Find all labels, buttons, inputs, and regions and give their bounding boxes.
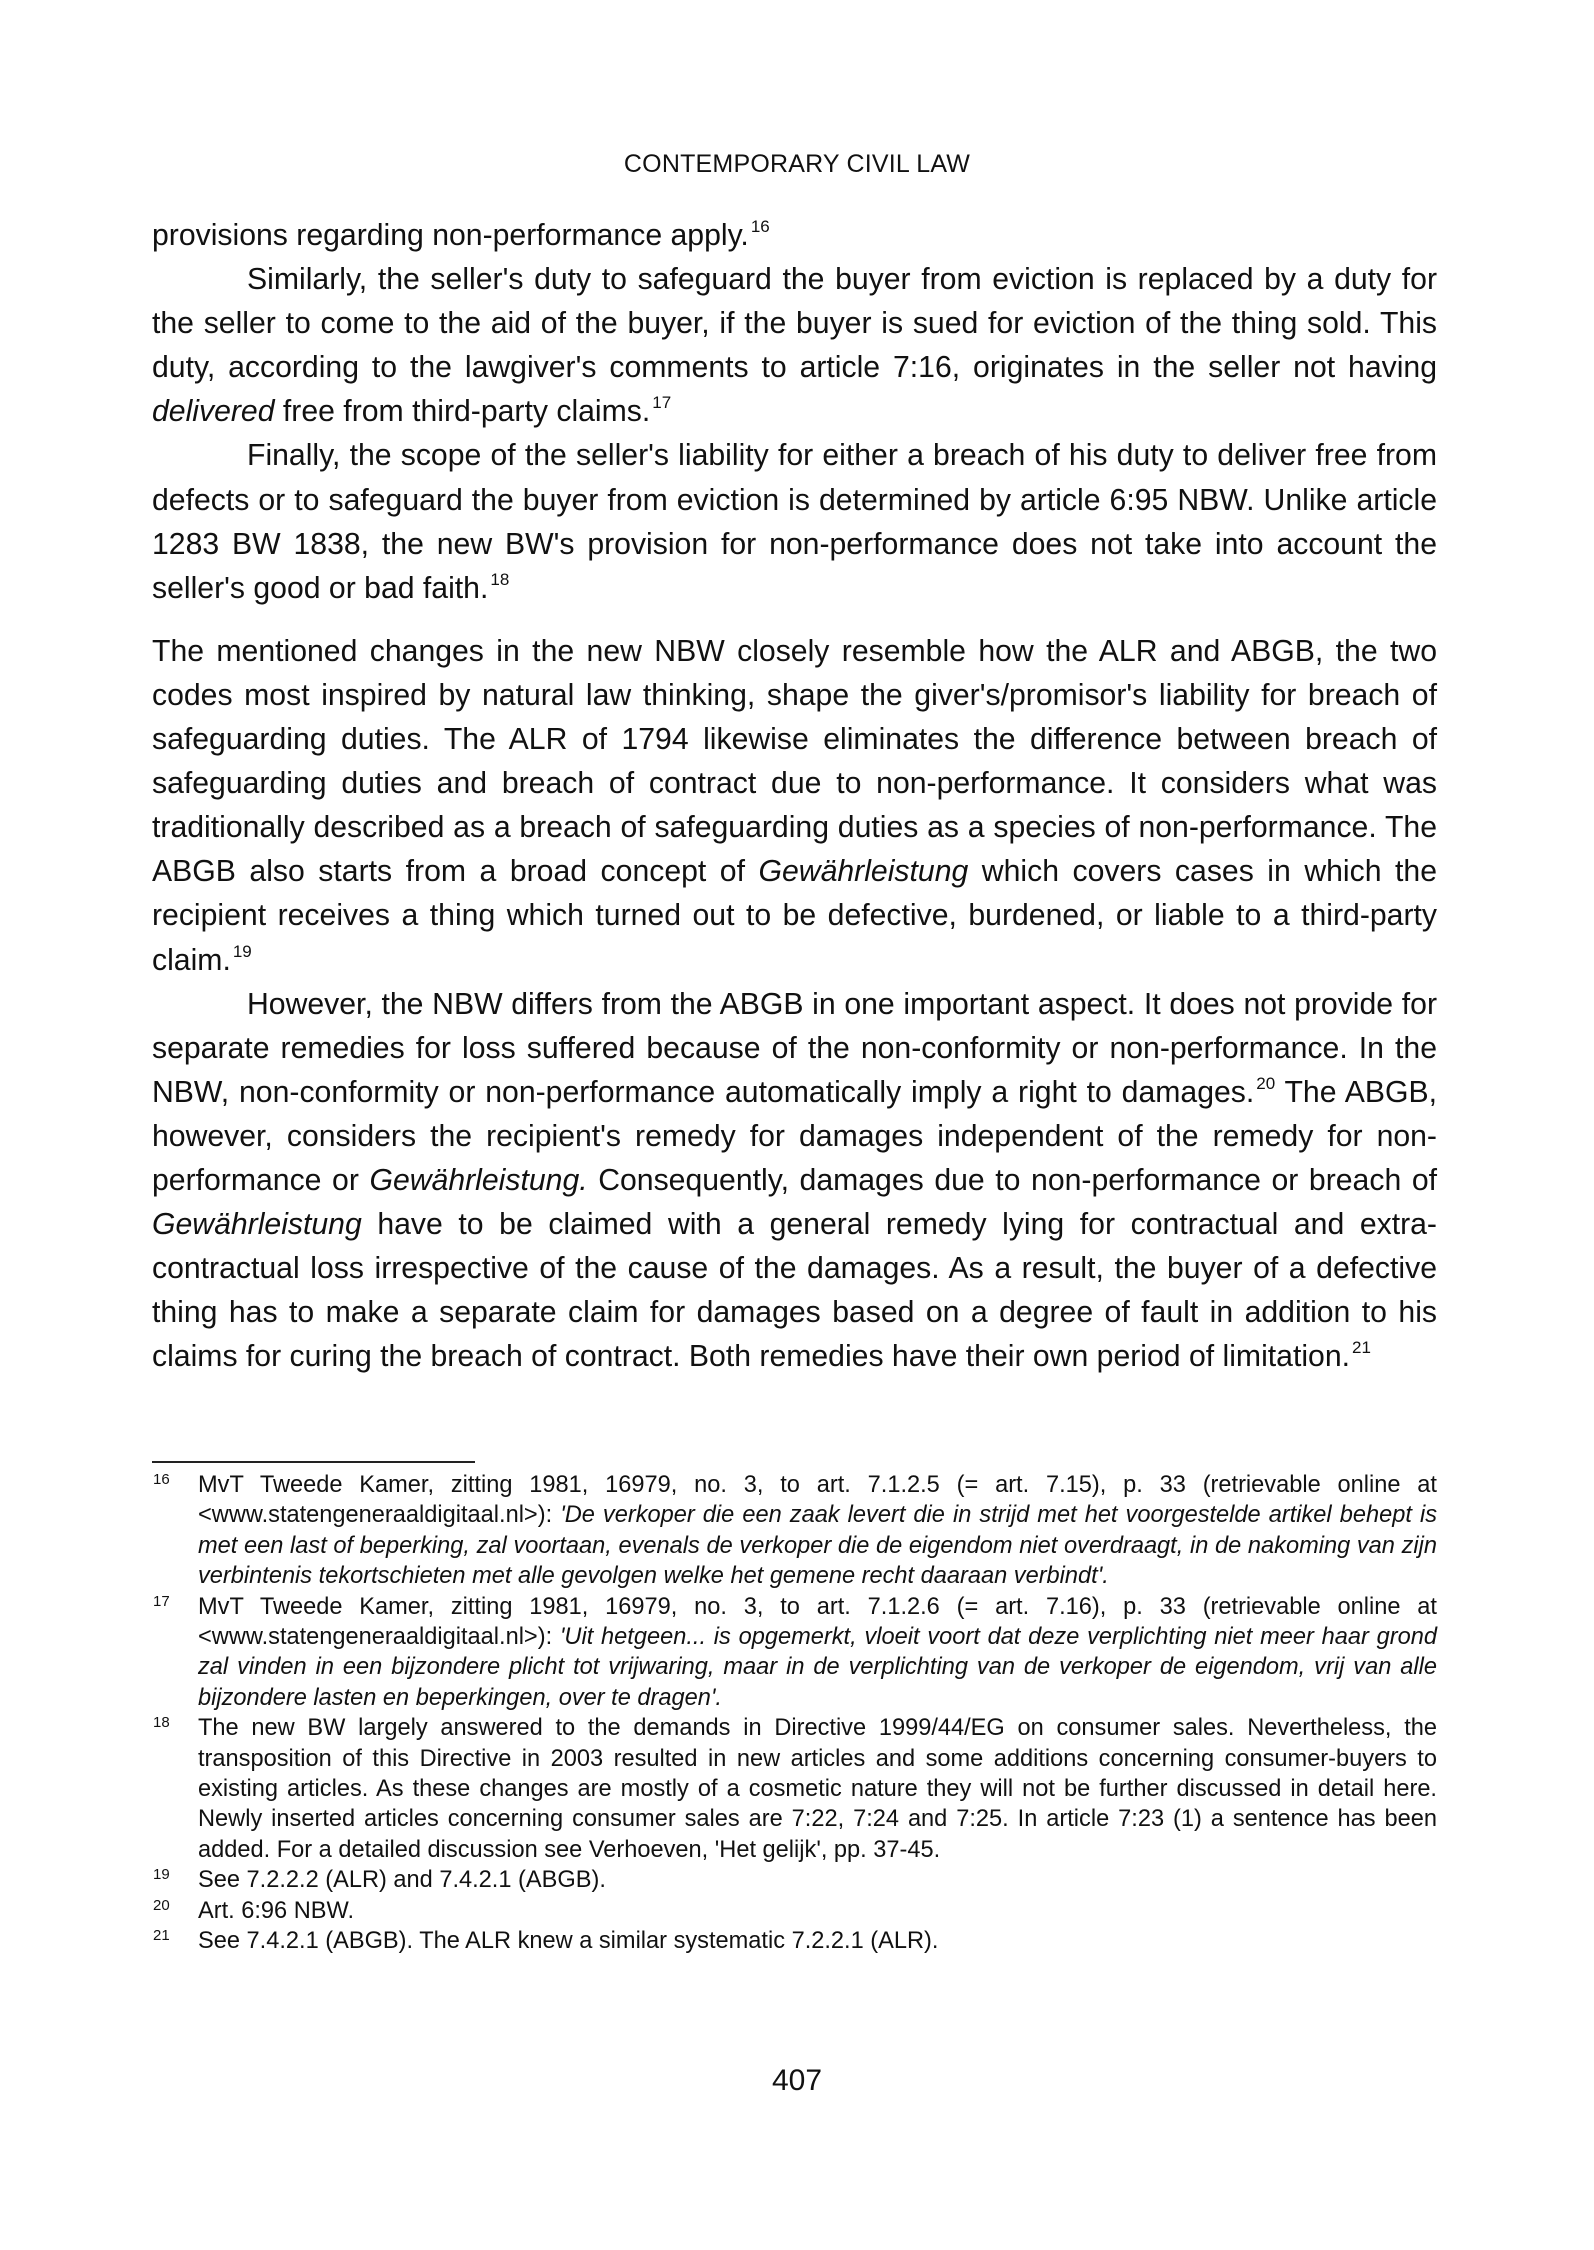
emphasis-text: Gewährleistung. xyxy=(369,1163,588,1197)
footnote-number: 21 xyxy=(153,1927,170,1945)
paragraph-text: which covers cases in which the recipient receives a thing which turned out to be defective, burdened, or liable to a third-party claim. xyxy=(152,855,1437,977)
footnote-16 xyxy=(152,1470,1437,1592)
paragraph-text: However, the NBW differs from the ABGB in one important aspect. It does not provide for separate remedies for loss suffered because of the non-conformity or non-performance. In the NBW, non-conformity or non-performance automatically imply a right to damages. xyxy=(152,987,1437,1109)
page-number: 407 xyxy=(771,2064,823,2097)
footnote-21 xyxy=(152,1926,1437,1956)
footnote-ref[interactable]: 18 xyxy=(490,569,510,589)
footnote-ref[interactable]: 16 xyxy=(750,217,770,236)
footnote-quote: 'Uit hetgeen... is opgemerkt, vloeit voort dat deze verplichting niet meer haar grond zal vinden in een bijzondere plicht tot vrijwaring, maar in de verplichting van de verkoper de eigendom, vrij van alle bijzondere lasten en beperkingen, over te dragen'. xyxy=(198,1624,1437,1711)
paragraph-text: The ABGB, however, considers the recipient's remedy for damages independent of the remedy for non-performance or xyxy=(152,1075,1437,1197)
paragraph xyxy=(152,983,1437,1380)
footnotes xyxy=(152,1470,1437,1957)
paragraph-text: The mentioned changes in the new NBW closely resemble how the ALR and ABGB, the two codes most inspired by natural law thinking, shape the giver's/promisor's liability for breach of safeguarding duties. The ALR of 1794 likewise eliminates the difference between breach of safeguarding duties and breach of contract due to non-performance. It considers what was traditionally described as a breach of safeguarding duties as a species of non-performance. The ABGB also starts from a broad concept of xyxy=(152,634,1437,889)
footnote-19 xyxy=(152,1865,1437,1895)
footnote-ref[interactable]: 21 xyxy=(1352,1338,1371,1358)
footnote-text: MvT Tweede Kamer, zitting 1981, 16979, no. 3, to art. 7.1.2.6 (= art. 7.16), p. 33 (retrievable online at <www.statengeneraaldigitaal.nl>): xyxy=(198,1593,1437,1651)
running-head: CONTEMPORARY CIVIL LAW xyxy=(623,150,971,178)
footnote-ref[interactable]: 20 xyxy=(1256,1073,1276,1093)
footnote-text: See 7.4.2.1 (ABGB). The ALR knew a similar systematic 7.2.2.1 (ALR). xyxy=(198,1928,939,1955)
footnote-20 xyxy=(152,1896,1437,1926)
paragraph-text: Finally, the scope of the seller's liability for either a breach of his duty to deliver free from defects or to safeguard the buyer from eviction is determined by article 6:95 NBW. Unlike article 1283 BW 1838, the new BW's provision for non-performance does not take into account the seller's good or bad faith. xyxy=(152,439,1437,605)
emphasis-text: delivered xyxy=(152,395,275,429)
footnote-number: 17 xyxy=(153,1592,170,1610)
emphasis-text: Gewährleistung xyxy=(152,1208,362,1242)
paragraph xyxy=(152,214,1437,258)
paragraph-text: provisions regarding non-performance apply. xyxy=(152,219,749,252)
paragraph-text: have to be claimed with a general remedy lying for contractual and extra-contractual loss irrespective of the cause of the damages. As a result, the buyer of a defective thing has to make a separate claim for damages based on a degree of fault in addition to his claims for curing the breach of contract. Both remedies have their own period of limitation. xyxy=(152,1208,1437,1374)
paragraph xyxy=(152,434,1437,610)
footnote-ref[interactable]: 19 xyxy=(232,941,252,961)
footnote-quote: 'De verkoper die een zaak levert die in strijd met het voorgestelde artikel behept is met een last of beperking, zal voortaan, evenals de verkoper die de eigendom niet overdraagt, in de nakoming van zijn verbintenis tekortschieten met alle gevolgen welke het gemene recht daaraan verbindt'. xyxy=(198,1502,1437,1590)
paragraph xyxy=(152,630,1437,983)
footnote-text: The new BW largely answered to the demands in Directive 1999/44/EG on consumer sales. Nevertheless, the transposition of this Directive in 2003 resulted in new articles and some additions concerning consumer-buyers to existing articles. As these changes are mostly of a cosmetic nature they will not be further discussed in detail here. Newly inserted articles concerning consumer sales are 7:22, 7:24 and 7:25. In article 7:23 (1) a sentence has been added. For a detailed discussion see Verhoeven, 'Het gelijk', pp. 37-45. xyxy=(198,1715,1437,1863)
footnote-divider xyxy=(152,1461,475,1463)
footnote-number: 18 xyxy=(153,1714,170,1732)
footnote-ref[interactable]: 17 xyxy=(652,393,672,413)
paragraph xyxy=(152,258,1437,434)
paragraph-text: free from third-party claims. xyxy=(274,395,651,429)
footnote-text: MvT Tweede Kamer, zitting 1981, 16979, no. 3, to art. 7.1.2.5 (= art. 7.15), p. 33 (retrievable online at <www.statengeneraaldigitaal.nl>): xyxy=(198,1472,1437,1529)
paragraph-text: Similarly, the seller's duty to safeguard the buyer from eviction is replaced by a duty for the seller to come to the aid of the buyer, if the buyer is sued for eviction of the thing sold. This duty, according to the lawgiver's comments to article 7:16, originates in the seller not having xyxy=(152,263,1437,385)
body-text xyxy=(152,214,1437,1379)
footnote-17 xyxy=(152,1592,1437,1714)
footnote-text: See 7.2.2.2 (ALR) and 7.4.2.1 (ABGB). xyxy=(198,1867,606,1894)
footnote-number: 19 xyxy=(153,1866,170,1884)
footnote-number: 16 xyxy=(153,1471,170,1488)
emphasis-text: Gewährleistung xyxy=(758,855,969,889)
footnote-18 xyxy=(152,1713,1437,1865)
footnote-text: Art. 6:96 NBW. xyxy=(198,1897,355,1924)
footnote-number: 20 xyxy=(153,1896,170,1914)
paragraph-text: Consequently, damages due to non-performance or breach of xyxy=(587,1163,1437,1197)
